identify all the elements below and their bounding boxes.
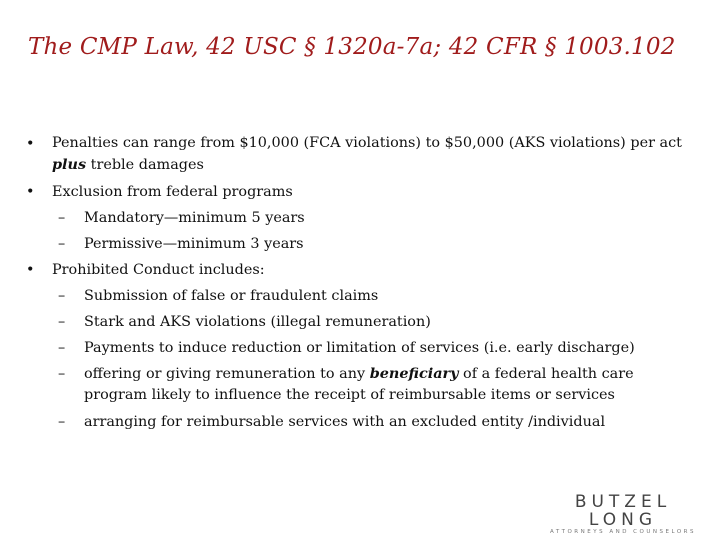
sub-bullet-item (26, 205, 696, 231)
sub-bullet-item (26, 283, 696, 309)
sub-bullet-item (26, 361, 696, 409)
sub-bullet-text: arranging for reimbursable services with an excluded entity /individual (84, 414, 606, 430)
slide-title: The CMP Law, 42 USC § 1320a-7a; 42 CFR § 1003.102 (28, 34, 676, 60)
sub-bullet-text: Permissive—minimum 3 years (84, 236, 304, 252)
dash-icon: – (58, 210, 66, 226)
sub-bullet-text: Stark and AKS violations (illegal remuneration) (84, 314, 431, 330)
bullet-item (26, 131, 696, 179)
bullet-text: Exclusion from federal programs (52, 184, 293, 200)
sub-bullet-item (26, 231, 696, 257)
bullet-item (26, 179, 696, 205)
emphasis-text: plus (52, 156, 87, 173)
sub-bullet-text: Payments to induce reduction or limitation of services (i.e. early discharge) (84, 340, 635, 356)
dash-icon: – (58, 314, 66, 330)
dash-icon: – (58, 340, 66, 356)
bullet-icon: • (26, 136, 35, 152)
dash-icon: – (58, 288, 66, 304)
dash-icon: – (58, 414, 66, 430)
logo-tagline: ATTORNEYS AND COUNSELORS (550, 529, 696, 535)
logo-name: BUTZEL LONG (574, 492, 672, 530)
emphasis-text: beneficiary (369, 365, 459, 382)
bullet-icon: • (26, 184, 35, 200)
bullet-text: Penalties can range from $10,000 (FCA violations) to $50,000 (AKS violations) per act plus treble damages (52, 135, 682, 173)
sub-bullet-text: offering or giving remuneration to any beneficiary of a federal health care program likely to influence the receipt of reimbursable items or services (84, 365, 634, 403)
sub-bullet-text: Submission of false or fraudulent claims (84, 288, 379, 304)
sub-bullet-item (26, 335, 696, 361)
company-logo (538, 493, 708, 536)
sub-bullet-item (26, 409, 696, 435)
slide-body (26, 131, 696, 435)
bullet-item (26, 257, 696, 283)
sub-bullet-item (26, 309, 696, 335)
sub-bullet-text: Mandatory—minimum 5 years (84, 210, 305, 226)
dash-icon: – (58, 366, 66, 382)
bullet-text: Prohibited Conduct includes: (52, 262, 265, 278)
dash-icon: – (58, 236, 66, 252)
bullet-icon: • (26, 262, 35, 278)
